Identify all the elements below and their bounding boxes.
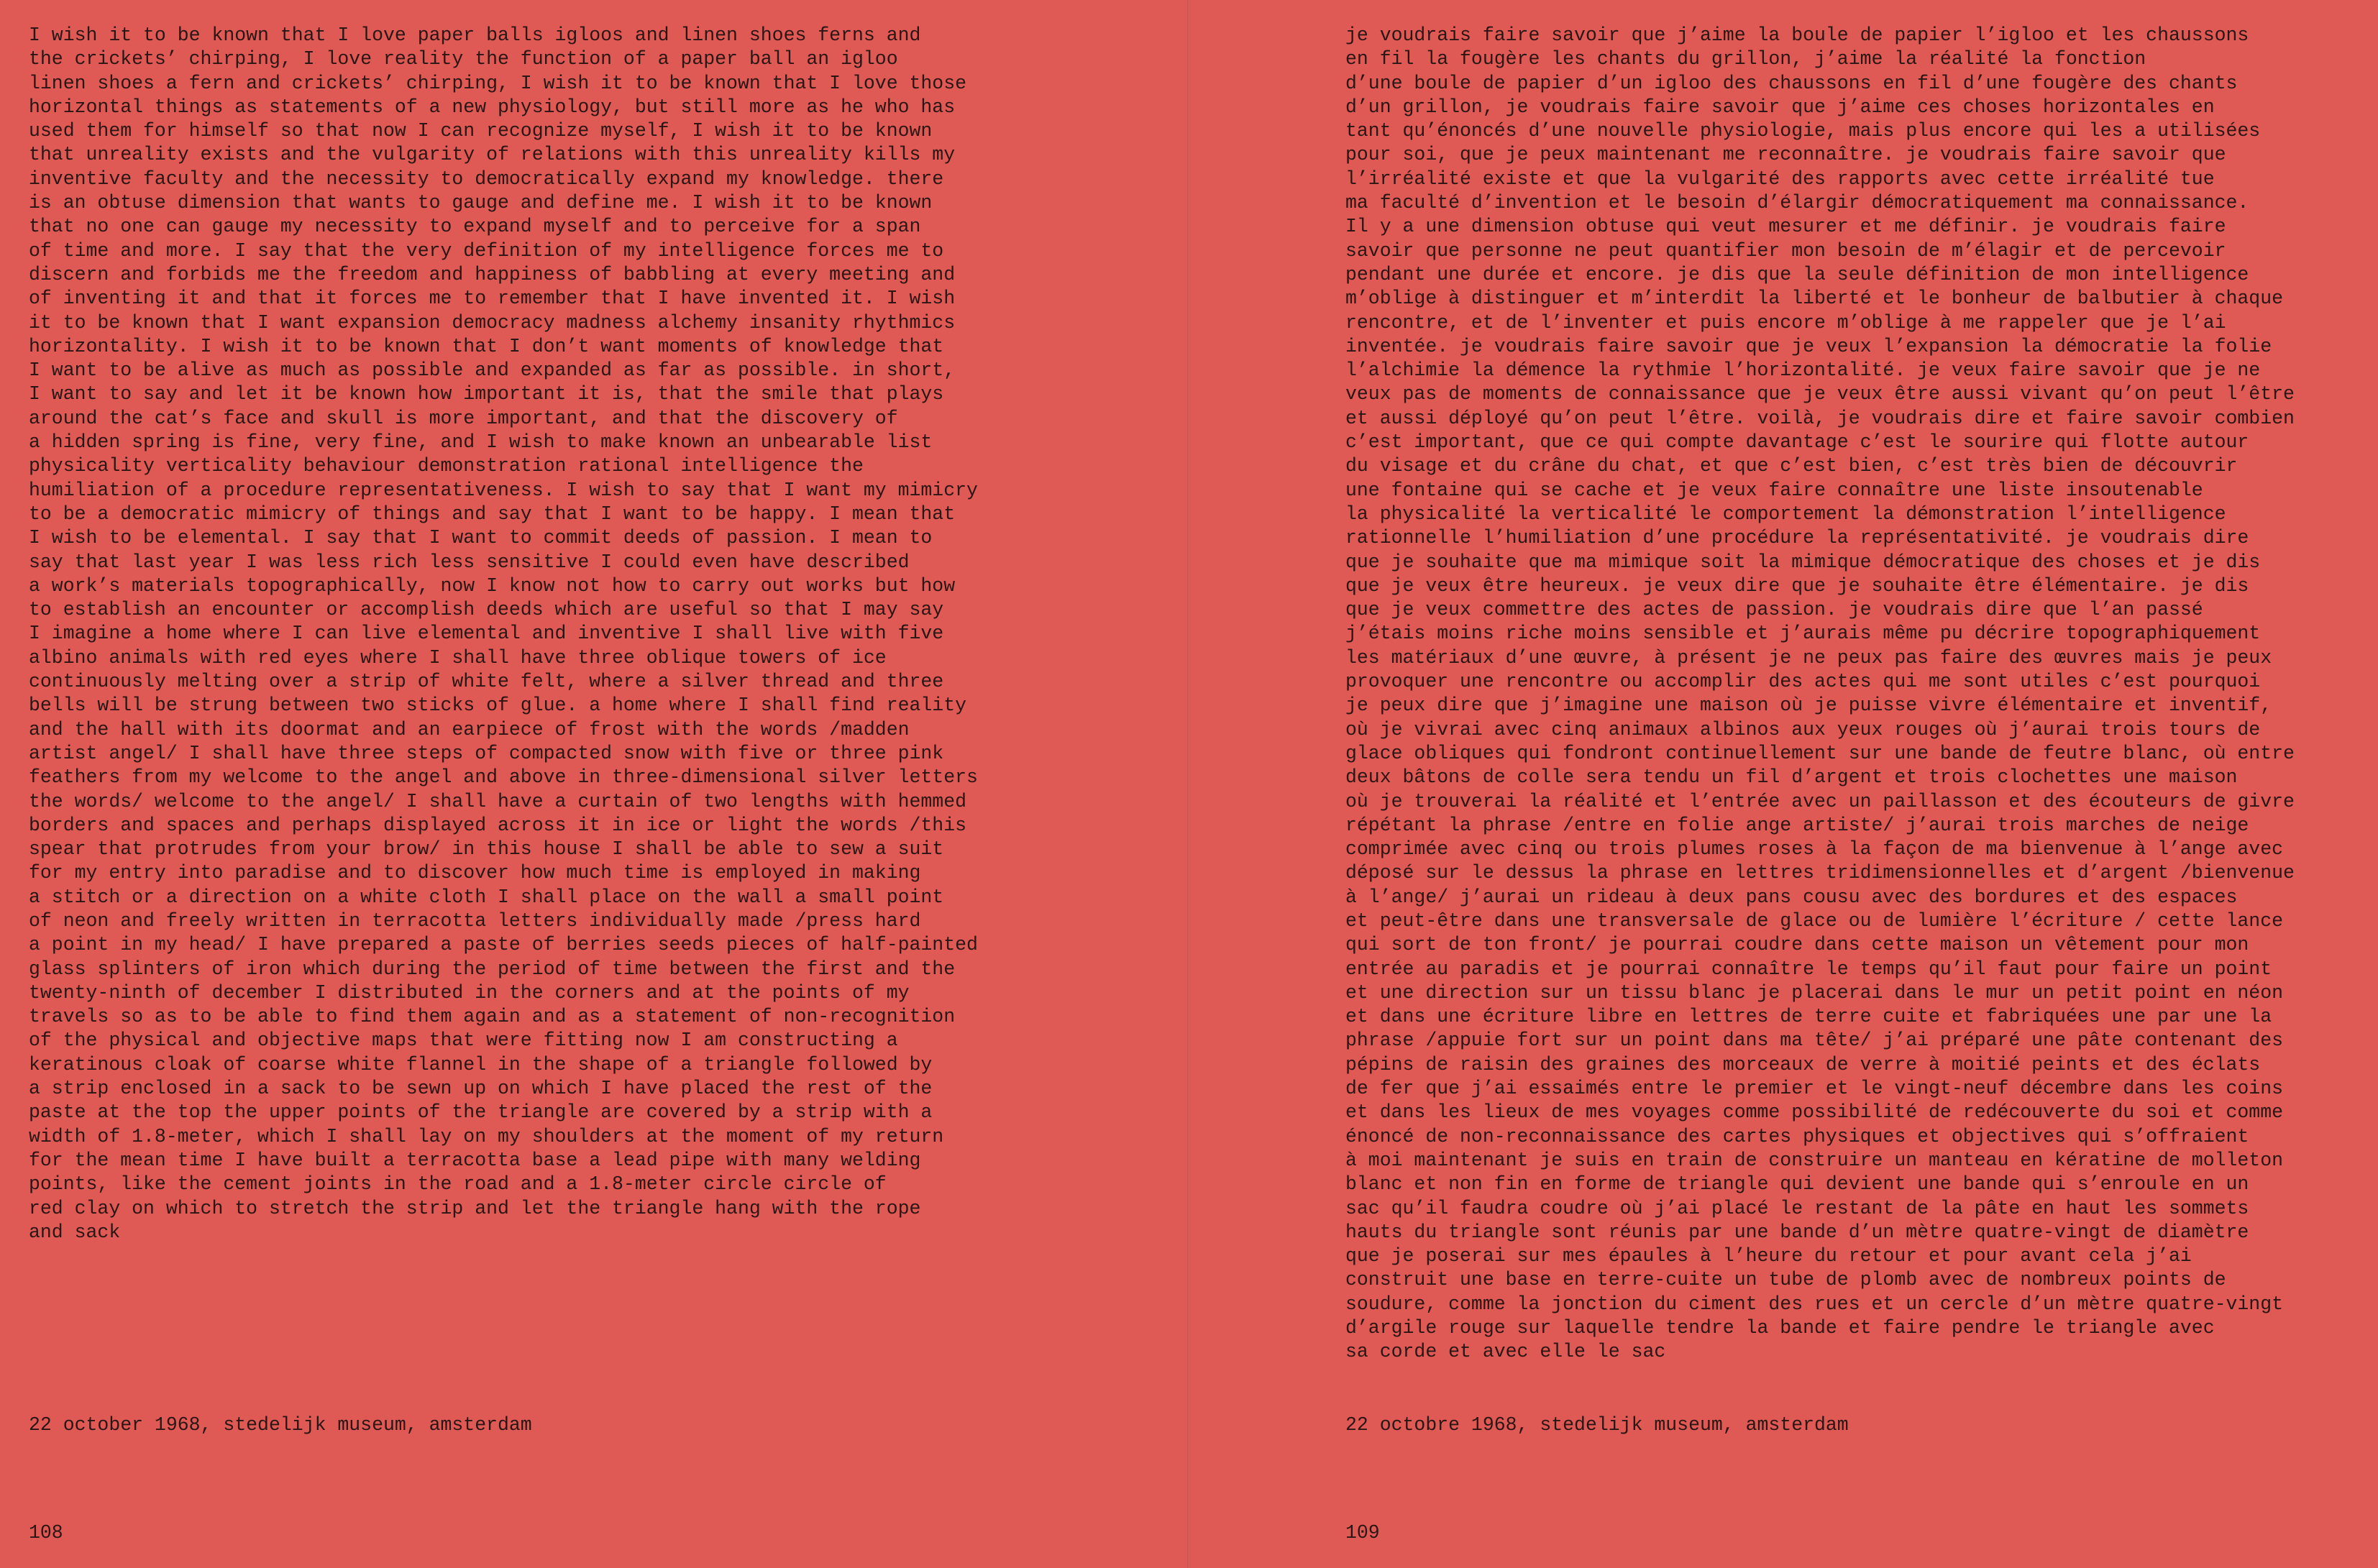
right-page-body-text: je voudrais faire savoir que j’aime la boule de papier l’igloo et les chaussons en fil la fougère les chants du grillon, j’aime la réalité la fonction d’une boule de papier d’un igloo des chaussons en fil d’une fougère des chants d’un grillon, je voudrais faire savoir que j’aime ces choses horizontales en tant qu’énoncés d’une nouvelle physiologie, mais plus encore qui les a utilisées pour soi, que je peux maintenant me reconnaître. je voudrais faire savoir que l’irréalité existe et que la vulgarité des rapports avec cette irréalité tue ma faculté d’invention et le besoin d’élargir démocratiquement ma connaissance. Il y a une dimension obtuse qui veut mesurer et me définir. je voudrais faire savoir que personne ne peut quantifier mon besoin de m’élagir et de percevoir pendant une durée et encore. je dis que la seule définition de mon intelligence m’oblige à distinguer et m’interdit la liberté et le bonheur de balbutier à chaque rencontre, et de l’inventer et puis encore m’oblige à me rappeler que je l’ai inventée. je voudrais faire savoir que je veux l’expansion la démocratie la folie l’alchimie la démence la rythmie l’horizontalité. je veux faire savoir que je ne veux pas de moments de connaissance que je veux être aussi vivant qu’on peut l’être et aussi déployé qu’on peut l’être. voilà, je voudrais dire et faire savoir combien c’est important, que ce qui compte davantage c’est le sourire qui flotte autour du visage et du crâne du chat, et que c’est bien, c’est très bien de découvrir une fontaine qui se cache et je veux faire connaître une liste insoutenable la physicalité la verticalité le comportement la démonstration l’intelligence rationnelle l’humiliation d’une procédure la représentativité. je voudrais dire que je souhaite que ma mimique soit la mimique démocratique des choses et je dis que je veux être heureux. je veux dire que je souhaite être élémentaire. je dis que je veux commettre des actes de passion. je voudrais dire que l’an passé j’étais moins riche moins sensible et j’aurais même pu décrire topographiquement les matériaux d’une œuvre, à présent je ne peux pas faire des œuvres mais je peux provoquer une rencontre ou accomplir des actes qui me sont utiles c’est pourquoi je peux dire que j’imagine une maison où je puisse vivre élémentaire et inventif, où je vivrai avec cinq animaux albinos aux yeux rouges où j’aurai trois tours de glace obliques qui fondront continuellement sur une bande de feutre blanc, où entre deux bâtons de colle sera tendu un fil d’argent et trois clochettes une maison où je trouverai la réalité et l’entrée avec un paillasson et des écouteurs de givre répétant la phrase /entre en folie ange artiste/ j’aurai trois marches de neige comprimée avec cinq ou trois plumes roses à la façon de ma bienvenue à l’ange avec déposé sur le dessus la phrase en lettres tridimensionnelles et d’argent /bienvenue à l’ange/ j’aurai un rideau à deux pans cousu avec des bordures et des espaces et peut-être dans une transversale de glace ou de lumière l’écriture / cette lance qui sort de ton front/ je pourrai coudre dans cette maison un vêtement pour mon entrée au paradis et je pourrai connaître le temps qu’il faut pour faire un point et une direction sur un tissu blanc je placerai dans le mur un petit point en néon et dans une écriture libre en lettres de terre cuite et fabriquées une par une la phrase /appuie fort sur un point dans ma tête/ j’ai préparé une pâte contenant des pépins de raisin des graines des morceaux de verre à moitié peints et des éclats de fer que j’ai essaimés entre le premier et le vingt-neuf décembre dans les coins et dans les lieux de mes voyages comme possibilité de redécouverte du soi et comme énoncé de non-reconnaissance des cartes physiques et objectives qui s’offraient à moi maintenant je suis en train de construire un manteau en kératine de molleton blanc et non fin en forme de triangle qui devient une bande qui s’enroule en un sac qu’il faudra coudre où j’ai placé le restant de la pâte en haut les sommets hauts du triangle sont réunis par une bande d’un mètre quatre-vingt de diamètre que je poserai sur mes épaules à l’heure du retour et pour avant cela j’ai construit une base en terre-cuite un tube de plomb avec de nombreux points de soudure, comme la jonction du ciment des rues et un cercle d’un mètre quatre-vingt d’argile rouge sur laquelle tendre la bande et faire pendre le triangle avec sa corde et avec elle le sac: [1345, 24, 2295, 1363]
right-page-number: 109: [1345, 1522, 1380, 1544]
left-page-number: 108: [29, 1522, 63, 1544]
right-page: [1189, 0, 2378, 1568]
left-page-body-text: I wish it to be known that I love paper balls igloos and linen shoes ferns and the crickets’ chirping, I love reality the function of a paper ball an igloo linen shoes a fern and crickets’ chirping, I wish it to be known that I love those horizontal things as statements of a new physiology, but still more as he who has used them for himself so that now I can recognize myself, I wish it to be known that unreality exists and the vulgarity of relations with this unreality kills my inventive faculty and the necessity to democratically expand my knowledge. there is an obtuse dimension that wants to gauge and define me. I wish it to be known that no one can gauge my necessity to expand myself and to perceive for a span of time and more. I say that the very definition of my intelligence forces me to discern and forbids me the freedom and happiness of babbling at every meeting and of inventing it and that it forces me to remember that I have invented it. I wish it to be known that I want expansion democracy madness alchemy insanity rhythmics horizontality. I wish it to be known that I don’t want moments of knowledge that I want to be alive as much as possible and expanded as far as possible. in short, I want to say and let it be known how important it is, that the smile that plays around the cat’s face and skull is more important, and that the discovery of a hidden spring is fine, very fine, and I wish to make known an unbearable list physicality verticality behaviour demonstration rational intelligence the humiliation of a procedure representativeness. I wish to say that I want my mimicry to be a democratic mimicry of things and say that I want to be happy. I mean that I wish to be elemental. I say that I want to commit deeds of passion. I mean to say that last year I was less rich less sensitive I could even have described a work’s materials topographically, now I know not how to carry out works but how to establish an encounter or accomplish deeds which are useful so that I may say I imagine a home where I can live elemental and inventive I shall live with five albino animals with red eyes where I shall have three oblique towers of ice continuously melting over a strip of white felt, where a silver thread and three bells will be strung between two sticks of glue. a home where I shall find reality and the hall with its doormat and an earpiece of frost with the words /madden artist angel/ I shall have three steps of compacted snow with five or three pink feathers from my welcome to the angel and above in three-dimensional silver letters the words/ welcome to the angel/ I shall have a curtain of two lengths with hemmed borders and spaces and perhaps displayed across it in ice or light the words /this spear that protrudes from your brow/ in this house I shall be able to sew a suit for my entry into paradise and to discover how much time is employed in making a stitch or a direction on a white cloth I shall place on the wall a small point of neon and freely written in terracotta letters individually made /press hard a point in my head/ I have prepared a paste of berries seeds pieces of half-painted glass splinters of iron which during the period of time between the first and the twenty-ninth of december I distributed in the corners and at the points of my travels so as to be able to find them again and as a statement of non-recognition of the physical and objective maps that were fitting now I am constructing a keratinous cloak of coarse white flannel in the shape of a triangle followed by a strip enclosed in a sack to be sewn up on which I have placed the rest of the paste at the top the upper points of the triangle are covered by a strip with a width of 1.8-meter, which I shall lay on my shoulders at the moment of my return for the mean time I have built a terracotta base a lead pipe with many welding points, like the cement joints in the road and a 1.8-meter circle circle of red clay on which to stretch the strip and let the triangle hang with the rope and sack: [29, 24, 978, 1243]
left-page-colophon: 22 october 1968, stedelijk museum, amsterdam: [29, 1414, 532, 1436]
right-page-colophon: 22 octobre 1968, stedelijk museum, amsterdam: [1345, 1414, 1849, 1436]
